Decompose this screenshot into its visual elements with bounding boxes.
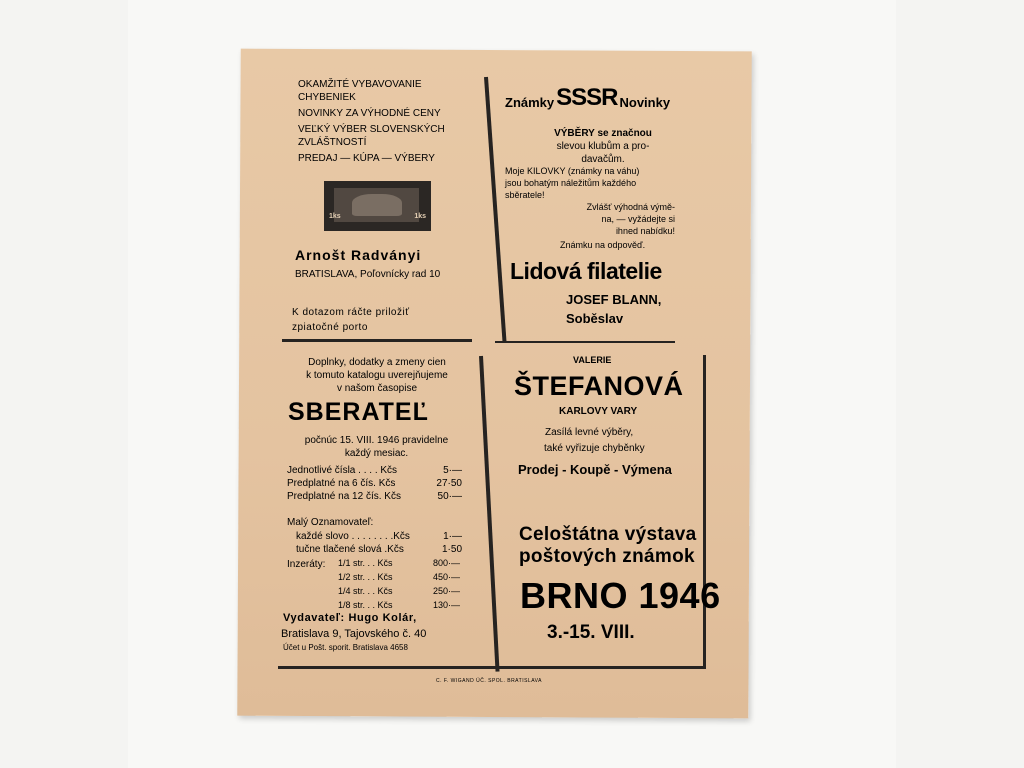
- note-line-1: K dotazom ráčte priložiť: [292, 307, 410, 318]
- ad-line: PREDAJ — KÚPA — VÝBERY: [298, 153, 435, 164]
- headline-a: Známky: [505, 95, 555, 110]
- text-line: sběratele!: [505, 190, 545, 200]
- dealer-name: Arnošt Radványi: [295, 247, 422, 263]
- expo-line-2: poštových známok: [519, 546, 695, 567]
- karlovy-vary: KARLOVY VARY: [559, 406, 638, 417]
- note-line-2: zpiatočné porto: [292, 322, 368, 333]
- text-line: v našom časopise: [336, 383, 418, 394]
- text-line: slevou klubům a pro-: [556, 141, 650, 152]
- text-line: ihned nabídku!: [615, 226, 675, 236]
- ad-line: CHYBENIEK: [298, 92, 356, 103]
- bank-account: Účet u Pošt. sporit. Bratislava 4658: [283, 643, 408, 652]
- text-line: každý mesiac.: [344, 448, 409, 459]
- bottom-rule: [278, 666, 706, 669]
- text-line: jsou bohatým náležitům každého: [505, 178, 637, 188]
- lidova-city: Soběslav: [566, 311, 624, 326]
- text-line: na, — vyžádejte si: [601, 214, 675, 224]
- ad-line: ZVLÁŠTNOSTÍ: [298, 137, 367, 148]
- reply-stamp-note: Známku na odpověď.: [560, 240, 646, 250]
- small-ads-list: [296, 530, 462, 556]
- text-line: Doplnky, dodatky a zmeny cien: [308, 357, 446, 368]
- headline-c: Novinky: [619, 95, 671, 110]
- left-top-ad: [298, 78, 478, 165]
- text-line: davačům.: [581, 154, 625, 165]
- text-line: k tomuto katalogu uverejňujeme: [306, 370, 448, 381]
- horizontal-divider-right: [495, 341, 675, 343]
- lidova-filatelie-title: Lidová filatelie: [510, 258, 662, 284]
- price-row: Predplatné na 12 čís. Kčs 50·—: [287, 491, 462, 502]
- ad-line: NOVINKY ZA VÝHODNÉ CENY: [298, 108, 441, 119]
- text-line: Moje KILOVKY (známky na váhu): [505, 166, 640, 176]
- postage-stamp-image: [324, 181, 431, 231]
- sssr-headline: [505, 86, 670, 110]
- stefanova-line-1: Zasílá levné výběry,: [545, 427, 634, 438]
- sssr-paragraph-2: [505, 165, 680, 201]
- stamp-value-right: 1ks: [414, 213, 426, 220]
- price-row: Jednotlivé čísla . . . . Kčs 5·—: [287, 465, 462, 476]
- sberatel-since: [284, 434, 469, 460]
- ad-price-row: 1/2 str. . . Kčs 450·—: [338, 572, 460, 582]
- expo-dates: 3.-15. VIII.: [547, 622, 635, 643]
- valerie-label: VALERIE: [573, 355, 612, 365]
- publisher-line: Vydavateľ: Hugo Kolár,: [283, 612, 417, 624]
- lidova-owner: JOSEF BLANN,: [566, 292, 662, 307]
- expo-brno-1946: BRNO 1946: [520, 575, 721, 616]
- ad-line: VEĽKÝ VÝBER SLOVENSKÝCH: [298, 124, 445, 135]
- ad-price-row: 1/8 str. . . Kčs 130·—: [338, 600, 460, 610]
- expo-line-1: Celoštátna výstava: [519, 524, 697, 545]
- horizontal-divider-left: [282, 339, 472, 342]
- dealer-address: BRATISLAVA, Poľovnícky rad 10: [295, 269, 441, 280]
- publisher-address: Bratislava 9, Tajovského č. 40: [281, 628, 427, 640]
- ad-price-row: 1/4 str. . . Kčs 250·—: [338, 586, 460, 596]
- ad-line: OKAMŽITÉ VYBAVOVANIE: [298, 79, 422, 90]
- sssr-paragraph-1: [528, 127, 678, 166]
- text-line: počnúc 15. VIII. 1946 pravidelne: [304, 435, 449, 446]
- sberatel-intro: [287, 356, 467, 395]
- headline-sssr: SSSR: [556, 84, 618, 111]
- price-row: tučne tlačené slová .Kčs 1·50: [296, 544, 462, 555]
- price-list: [287, 464, 462, 503]
- stefanova-name: ŠTEFANOVÁ: [514, 371, 684, 401]
- small-ads-title: Malý Oznamovateľ:: [287, 517, 374, 528]
- stefanova-line-2: také vyřizuje chyběnky: [544, 443, 645, 454]
- price-row: každé slovo . . . . . . . .Kčs 1·—: [296, 531, 462, 542]
- trade-line: Prodej - Koupě - Výmena: [518, 462, 672, 477]
- price-row: Predplatné na 6 čís. Kčs 27·50: [287, 478, 462, 489]
- text-line: Zvlášť výhodná výmě-: [586, 202, 675, 212]
- printer-imprint: C. F. WIGAND ÚČ. SPOL. BRATISLAVA: [436, 678, 542, 684]
- ads-title: Inzeráty:: [287, 559, 326, 570]
- ad-price-row: 1/1 str. . . Kčs 800·—: [338, 558, 460, 568]
- text-line: VÝBĚRY se značnou: [554, 128, 652, 139]
- ads-list: [338, 556, 460, 612]
- right-vertical-rule: [703, 355, 706, 669]
- stamp-value-left: 1ks: [329, 213, 341, 220]
- sberatel-title: SBERATEĽ: [288, 398, 429, 426]
- sssr-paragraph-3: [545, 201, 675, 237]
